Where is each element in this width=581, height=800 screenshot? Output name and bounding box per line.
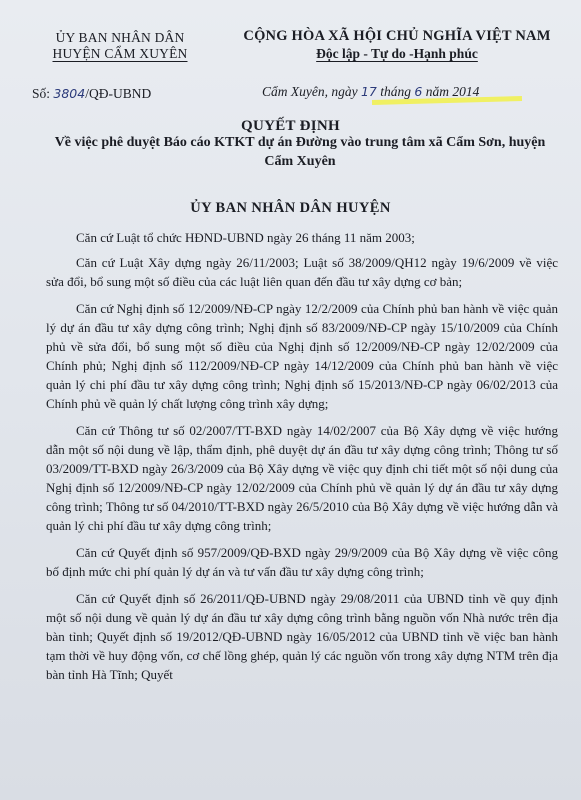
year-label: năm bbox=[422, 84, 453, 99]
place-prefix: Cẩm Xuyên, ngày bbox=[262, 84, 361, 99]
agency-line-2: HUYỆN CẨM XUYÊN bbox=[52, 46, 188, 61]
paragraph-legal-basis-4: Căn cứ Thông tư số 02/2007/TT-BXD ngày 14/02/2007 của Bộ Xây dựng về việc hướng dẫn một số nội dung về lập, thẩm định, phê duyệt dự án đầu tư xây dựng công trình; Thông tư số 03/2009/TT-BXD ngày 26/3/2009 của Bộ Xây dựng về việc quy định chi tiết một số nội dung của Nghị định số 12/2009/NĐ-CP ngày 12/02/2009 của Chính phủ về quản lý dự án đầu tư xây dựng công trình; Thông tư số 04/2010/TT-BXD ngày 26/5/2010 của Bộ Xây dựng về việc hướng dẫn và quản lý chi phí đầu tư xây dựng công trình; bbox=[46, 423, 558, 533]
doc-number-handwritten: 3804 bbox=[53, 86, 86, 101]
issuing-authority-heading: ỦY BAN NHÂN DÂN HUYỆN bbox=[190, 200, 391, 216]
issuing-agency bbox=[20, 30, 220, 62]
date-month: 6 bbox=[414, 84, 423, 99]
paragraph-legal-basis-5: Căn cứ Quyết định số 957/2009/QĐ-BXD ngày 29/9/2009 của Bộ Xây dựng về việc công bố định mức chi phí quản lý dự án và tư vấn đầu tư xây dựng công trình; bbox=[46, 545, 558, 579]
date-day: 17 bbox=[360, 84, 377, 99]
paragraph-legal-basis-3: Căn cứ Nghị định số 12/2009/NĐ-CP ngày 12/2/2009 của Chính phủ ban hành về việc quản lý dự án đầu tư xây dựng công trình; Nghị định số 83/2009/NĐ-CP ngày 15/10/2009 của Chính phủ về sửa đổi, bổ sung một số điều của Nghị định số 12/2009/NĐ-CP ngày 12/02/2009 của Chính phủ; Nghị định số 112/2009/NĐ-CP ngày 14/12/2009 của Chính phủ ban hành về việc quản lý chi phí đầu tư xây dựng công trình; Nghị định số 15/2013/NĐ-CP ngày 06/02/2013 của Chính phủ về quản lý chất lượng công trình xây dựng; bbox=[46, 301, 558, 411]
agency-line-1: ỦY BAN NHÂN DÂN bbox=[55, 30, 185, 45]
doc-number-suffix: /QĐ-UBND bbox=[85, 86, 152, 101]
national-header bbox=[232, 28, 562, 62]
date-year: 2014 bbox=[452, 84, 480, 99]
place-and-date bbox=[262, 84, 479, 100]
document-number bbox=[32, 86, 151, 102]
month-label: tháng bbox=[376, 84, 415, 99]
country-name: CỘNG HÒA XÃ HỘI CHỦ NGHĨA VIỆT NAM bbox=[243, 28, 551, 44]
paragraph-legal-basis-6: Căn cứ Quyết định số 26/2011/QĐ-UBND ngày 29/08/2011 của UBND tỉnh về quy định một số nội dung về quản lý dự án đầu tư xây dựng công trình bằng nguồn vốn Nhà nước trên địa bàn tỉnh; Quyết định số 19/2012/QĐ-UBND ngày 16/05/2012 của UBND tỉnh về việc ban hành tạm thời về huy động vốn, cơ chế lồng ghép, quản lý các nguồn vốn trong xây dựng NTM trên địa bàn tỉnh Hà Tĩnh; Quyết bbox=[46, 591, 558, 682]
doc-number-prefix: Số: bbox=[32, 86, 54, 101]
paragraph-legal-basis-1: Căn cứ Luật tổ chức HĐND-UBND ngày 26 tháng 11 năm 2003; bbox=[76, 230, 415, 245]
national-motto: Độc lập - Tự do -Hạnh phúc bbox=[316, 46, 478, 61]
document-title: QUYẾT ĐỊNH bbox=[241, 118, 340, 134]
paragraph-legal-basis-2: Căn cứ Luật Xây dựng ngày 26/11/2003; Luật số 38/2009/QH12 ngày 19/6/2009 về việc sửa đổi, bổ sung một số điều của các luật liên quan đến đầu tư xây dựng cơ bản; bbox=[46, 255, 558, 289]
document-body bbox=[46, 228, 558, 692]
document-subtitle: Về việc phê duyệt Báo cáo KTKT dự án Đường vào trung tâm xã Cẩm Sơn, huyện Cẩm Xuyên bbox=[54, 135, 546, 169]
